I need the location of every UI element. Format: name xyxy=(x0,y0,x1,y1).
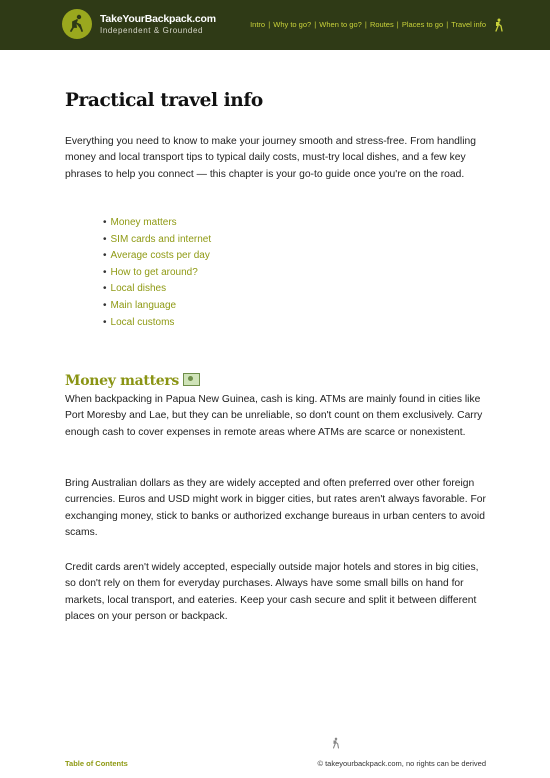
nav-item-when[interactable]: When to go? xyxy=(319,20,362,29)
intro-paragraph: Everything you need to know to make your journey smooth and stress-free. From handling money and local transport tips to typical daily costs, must-try local dishes, and a few key phrases to help you connect — this chapter is your go-to guide once you're on the road. xyxy=(65,136,476,180)
logo-icon[interactable] xyxy=(62,9,92,39)
section-title: Money matters xyxy=(65,373,180,389)
nav-item-travel-info[interactable]: Travel info xyxy=(451,20,486,29)
toc-item-customs[interactable]: • Local customs xyxy=(103,315,211,332)
paragraph-currency: Bring Australian dollars as they are widely accepted and often preferred over other foreign currencies. Euros and USD might work in bigger cities, but rates aren't always favorable. For exchanging money, stick to banks or authorized exchange bureaus in urban centers to avoid scams. xyxy=(65,478,486,539)
toc-item-sim[interactable]: • SIM cards and internet xyxy=(103,232,211,249)
toc-item-dishes[interactable]: • Local dishes xyxy=(103,281,211,298)
main-content xyxy=(65,90,489,623)
toc-link[interactable]: Table of Contents xyxy=(65,759,128,768)
nav-item-intro[interactable]: Intro xyxy=(250,20,266,29)
paragraph-cash: When backpacking in Papua New Guinea, cash is king. ATMs are mainly found in cities like Port Moresby and Lae, but they can be unreliable, so don't count on them exclusively. Carry enough cash to cover expenses in remote areas where ATMs are scarce or nonexistent. xyxy=(65,394,483,438)
toc-item-transport[interactable]: • How to get around? xyxy=(103,265,211,282)
toc-item-money[interactable]: • Money matters xyxy=(103,215,211,232)
footer-copyright: © takeyourbackpack.com, no rights can be derived xyxy=(317,759,486,768)
top-nav: Intro | Why to go? | When to go? | Routes | Places to go | Travel info xyxy=(250,20,486,29)
site-name[interactable]: TakeYourBackpack.com xyxy=(100,13,216,25)
paragraph-cards: Credit cards aren't widely accepted, especially outside major hotels and stores in big cities, so don't rely on them for everyday purchases. Always have some small bills on hand for markets, local transport, and eateries. Keep your cash secure and split it between different places on your person or backpack. xyxy=(65,562,479,623)
walker-icon xyxy=(493,18,505,32)
toc-item-language[interactable]: • Main language xyxy=(103,298,211,315)
page-title: Practical travel info xyxy=(65,90,263,111)
nav-item-why[interactable]: Why to go? xyxy=(273,20,312,29)
footer-walker-icon xyxy=(331,736,341,750)
toc-list xyxy=(103,215,211,331)
section-heading xyxy=(65,373,200,389)
toc-item-costs[interactable]: • Average costs per day xyxy=(103,248,211,265)
site-tagline: Independent & Grounded xyxy=(100,26,204,35)
nav-item-routes[interactable]: Routes xyxy=(369,20,394,29)
money-icon xyxy=(183,373,200,386)
header-bar xyxy=(0,0,550,50)
nav-item-places[interactable]: Places to go xyxy=(401,20,444,29)
